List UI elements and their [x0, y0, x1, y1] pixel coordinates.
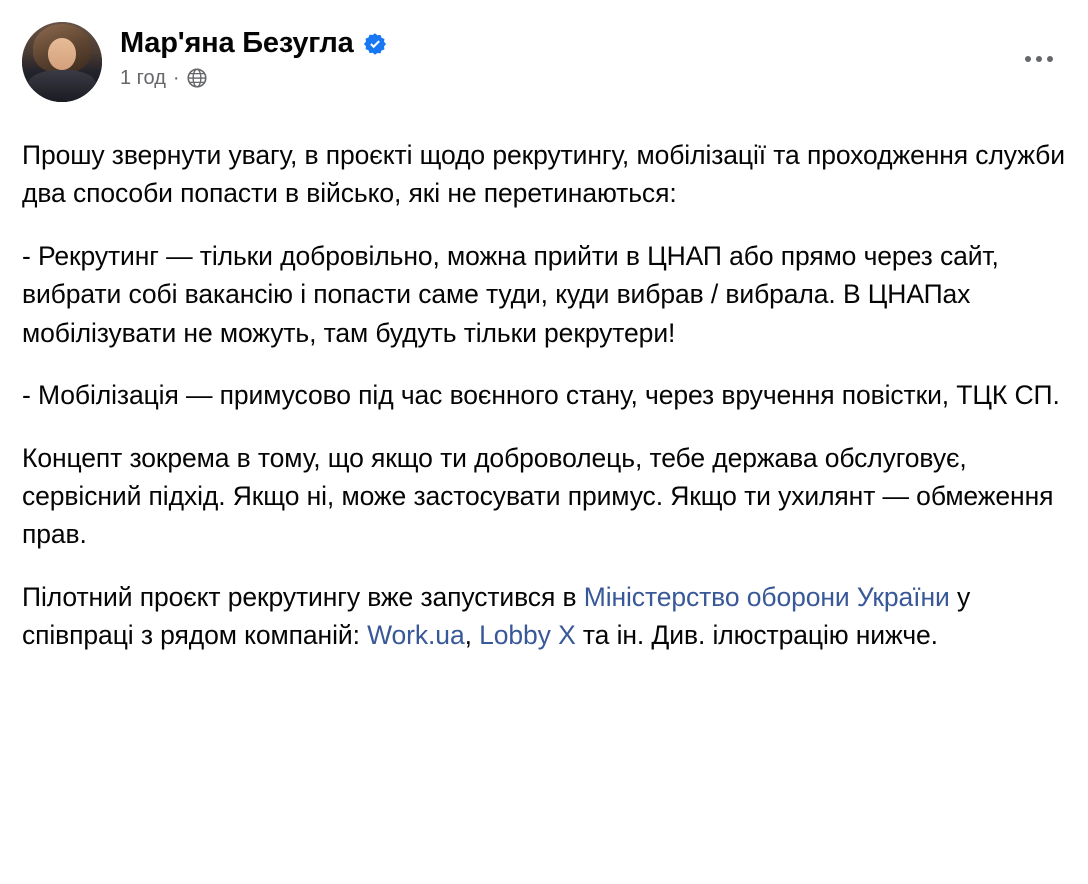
post-paragraph: Прошу звернути увагу, в проєкті щодо рекрутингу, мобілізації та проходження служби два способи попасти в військо, які не перетинаються:	[22, 140, 1065, 209]
more-dot-3	[1047, 56, 1053, 62]
avatar-body	[28, 70, 95, 102]
link-ministry-of-defence[interactable]: Міністерство оборони України	[583, 581, 950, 612]
post-meta	[120, 66, 387, 90]
author-name[interactable]: Мар'яна Безугла	[120, 27, 354, 59]
avatar[interactable]	[22, 22, 102, 102]
post-timestamp[interactable]: 1 год	[120, 66, 166, 89]
post-paragraph: - Рекрутинг — тільки добровільно, можна прийти в ЦНАП або прямо через сайт, вибрати собі вакансію і попасти саме туди, куди вибрав / вибрала. В ЦНАПах мобілізувати не можуть, там будуть тільки рекрутери!	[22, 240, 999, 348]
post-body	[22, 136, 1066, 655]
author-name-row	[120, 28, 387, 60]
paragraph-text-prefix: Пілотний проєкт рекрутингу вже запустився в	[22, 581, 584, 612]
link-work-ua[interactable]: Work.ua	[367, 620, 465, 651]
post-paragraph: - Мобілізація — примусово під час воєнного стану, через вручення повістки, ТЦК СП.	[22, 380, 1060, 411]
meta-separator: ·	[172, 66, 180, 89]
link-lobby-x[interactable]: Lobby X	[479, 620, 576, 651]
post-header	[22, 22, 1066, 114]
post-paragraph: Концепт зокрема в тому, що якщо ти доброволець, тебе держава обслуговує, сервісний підхід. Якщо ні, може застосувати примус. Якщо ти ухилянт — обмеження прав.	[22, 442, 1054, 550]
paragraph-text-middle: у співпраці з рядом компаній:	[22, 581, 971, 651]
globe-icon[interactable]	[187, 68, 207, 88]
more-dot-1	[1025, 56, 1031, 62]
more-options-button[interactable]	[1016, 40, 1062, 78]
verified-badge-icon	[363, 32, 387, 56]
more-dot-2	[1036, 56, 1042, 62]
post-paragraph-with-links	[22, 578, 1066, 655]
post-author-block	[120, 22, 387, 90]
paragraph-text-comma: ,	[464, 620, 480, 651]
avatar-face	[48, 38, 77, 70]
paragraph-text-suffix: та ін. Див. ілюстрацію нижче.	[575, 620, 938, 651]
